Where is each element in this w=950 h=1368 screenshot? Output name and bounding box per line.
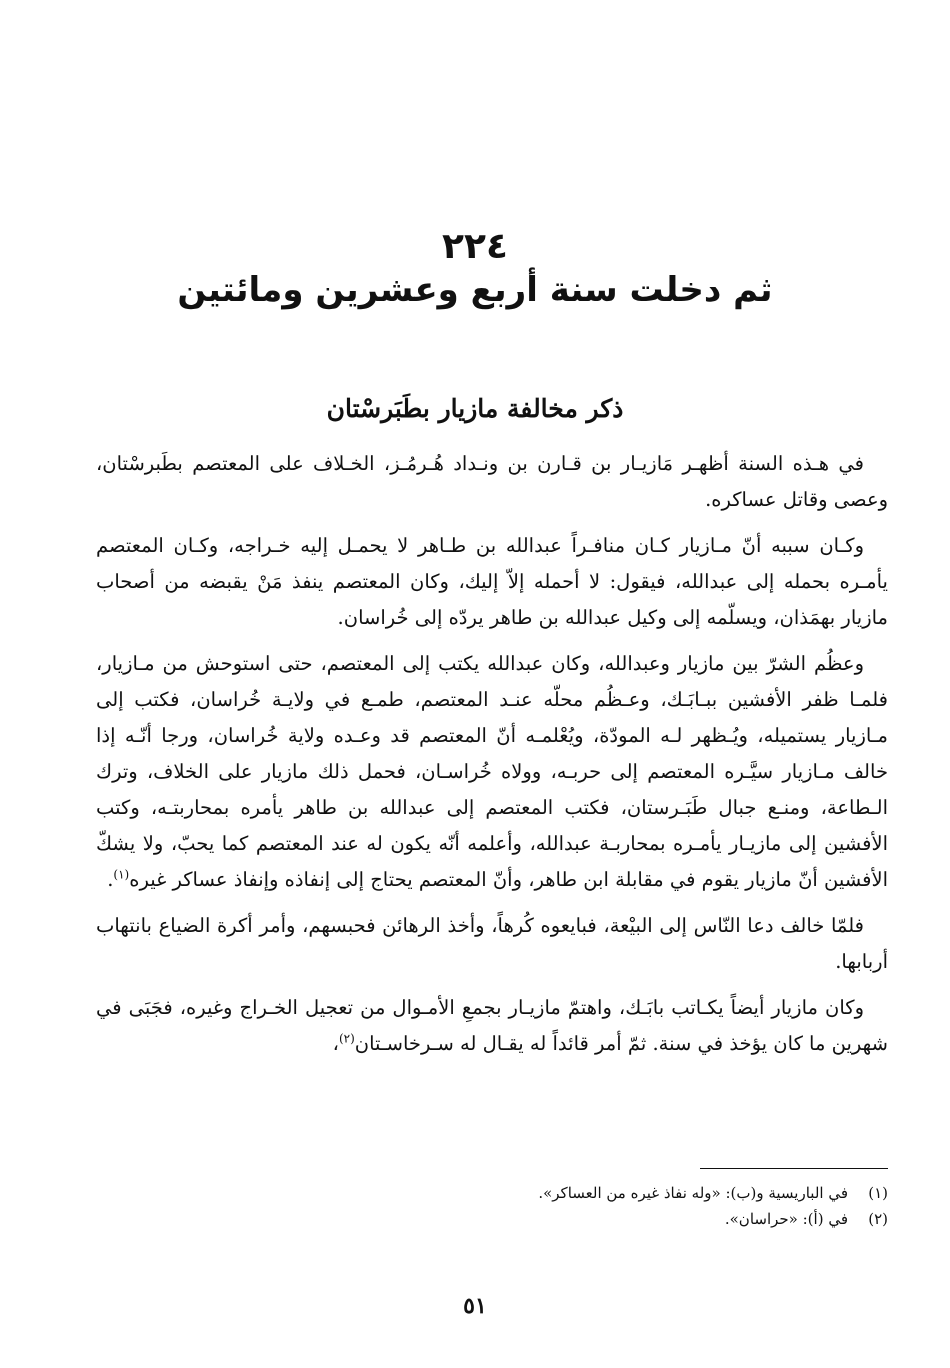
year-number: ٢٢٤ [442,226,508,267]
footnote [96,1180,888,1206]
body-text [96,446,888,1072]
footnote-number: (١) [868,1184,888,1202]
paragraph [96,446,888,518]
page-number: ٥١ [463,1293,487,1319]
footnote-number: (٢) [868,1210,888,1228]
paragraph-text: في هـذه السنة أظهـر مَازيـار بن قـارن بن ونـداد هُـرمُـز، الخـلاف على المعتصم بطَبرسْتان، وعصى وقاتل عساكره. [96,452,888,511]
paragraph-text: وكان مازيار أيضاً يكـاتب بابَـك، واهتمّ مازيـار بجمعِ الأمـوال من تعجيل الخـراج وغيره، فجَبَى في شهرين ما كان يؤخذ في سنة. ثمّ أمر قائداً له يقـال له سـرخاسـتان [96,996,888,1055]
footnote-ref: (١) [113,867,130,882]
paragraph [96,990,888,1062]
footnotes [96,1180,888,1232]
footnote-divider [700,1168,888,1169]
footnote-text: في (أ): «حراسان». [724,1210,848,1228]
paragraph [96,646,888,898]
paragraph-text: وكـان سببه أنّ مـازيار كـان منافـراً عبدالله بن طـاهر لا يحمـل إليه خـراجه، وكـان المعتصم يأمـره بحمله إلى عبدالله، فيقول: لا أحمله إلاّ إليك، وكان المعتصم ينفذ مَنْ يقبضه من أصحاب مازيار بهمَذان، ويسلّمه إلى وكيل عبدالله بن طاهر يردّه إلى خُراسان. [96,534,888,629]
footnote-ref: (٢) [338,1031,355,1046]
paragraph-end: ، [332,1032,339,1055]
chapter-title: ثم دخلت سنة أربع وعشرين ومائتين [177,270,773,310]
paragraph [96,528,888,636]
paragraph-end: . [107,868,114,891]
section-title: ذكر مخالفة مازيار بطَبَرسْتان [326,394,624,423]
footnote-text: في الباريسية و(ب): «وله نفاذ غيره من العساكر». [538,1184,848,1202]
footnote [96,1206,888,1232]
paragraph-text: فلمّا خالف دعا النّاس إلى البيْعة، فبايعوه كُرهاً، وأخذ الرهائن فحبسهم، وأمر أكرة الضياع بانتهاب أربابها. [96,914,888,973]
paragraph [96,908,888,980]
paragraph-text: وعظُم الشرّ بين مازيار وعبدالله، وكان عبدالله يكتب إلى المعتصم، حتى استوحش من مـازيار، فلمـا ظفر الأفشين ببـابَـك، وعـظُم محلّه عنـد المعتصم، طمـع في ولايـة خُراسان، فكتب إلى مـازيار يستميله، ويُـظهر لـه المودّة، ويُعْلمـه أنّ المعتصم قد وعـده ولاية خُراسان، ورجا أنّـه إذا خالف مـازيار سيَّـره المعتصم إلى حربـه، وولاه خُراسـان، فحمل ذلك مازيار على الخلاف، وترك الـطاعة، ومنـع جبال طَبَـرستان، فكتب المعتصم إلى عبدالله بن طاهر يأمره بمحاربتـه، وكتب الأفشين إلى مازيـار يأمـره بمحاربـة عبدالله، وأعلمه أنّه يكون له عند المعتصم كما يحبّ، ولا يشكّ الأفشين أنّ مازيار يقوم في مقابلة ابن طاهر، وأنّ المعتصم يحتاج إلى إنفاذه وإنفاذ عساكر غيره [96,652,888,891]
